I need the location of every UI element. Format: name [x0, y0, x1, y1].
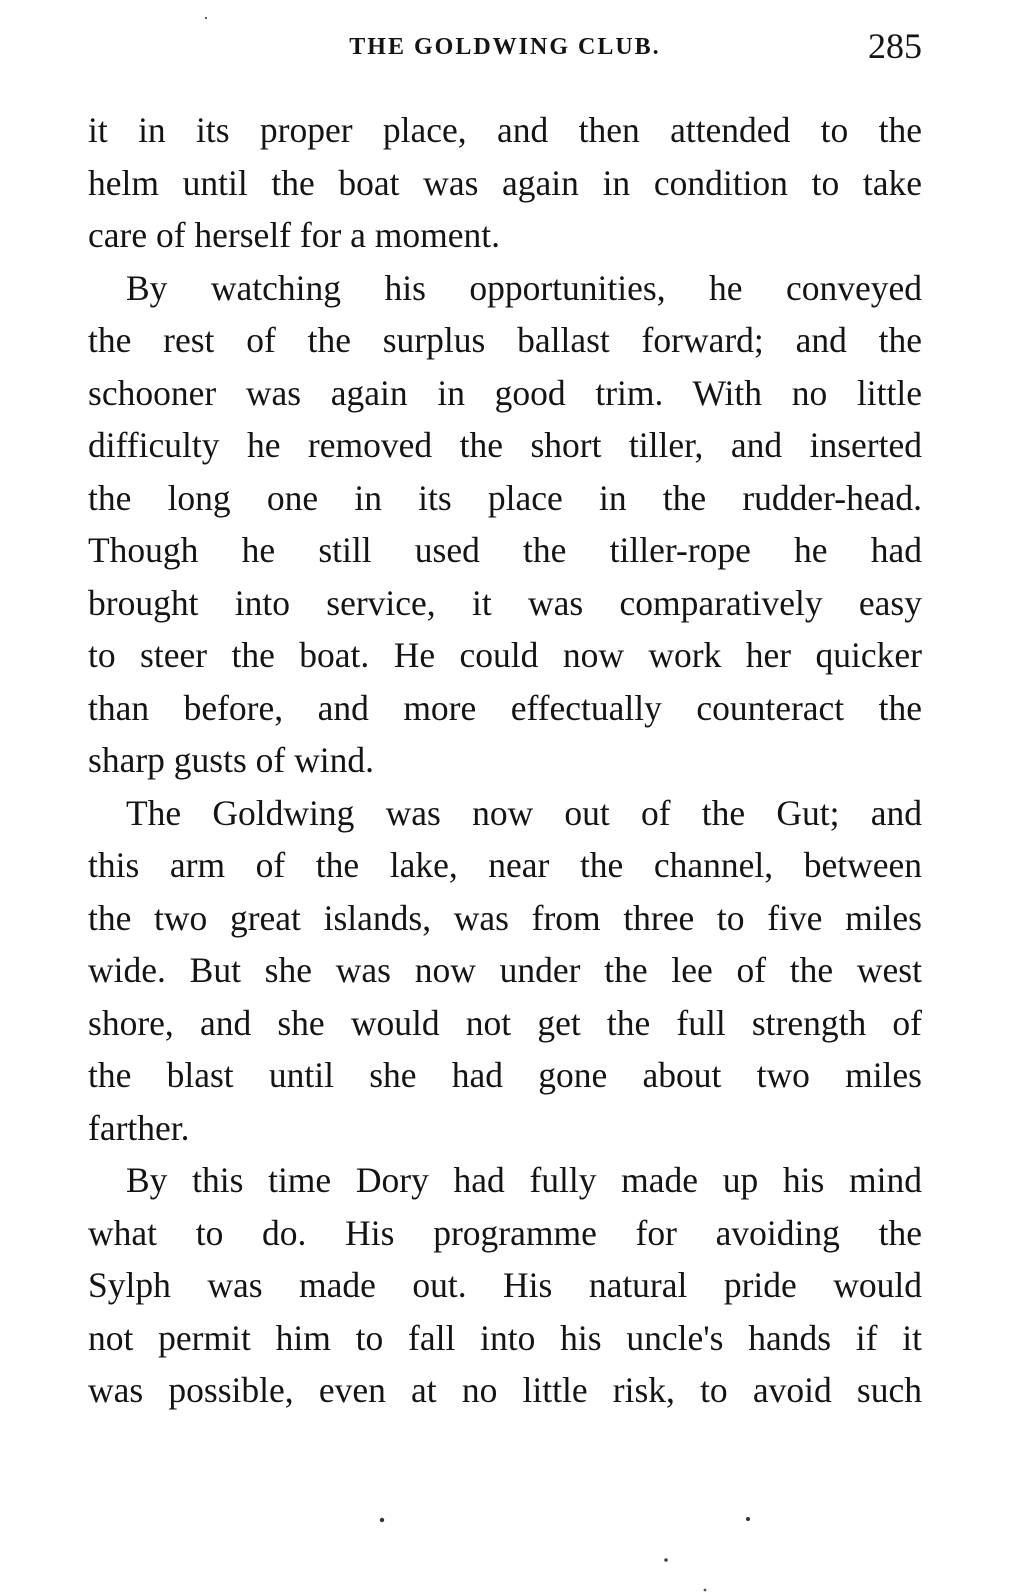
text-line: wide. But she was now under the lee of the west — [88, 950, 922, 990]
ink-speck — [746, 1517, 750, 1521]
text-line: the rest of the surplus ballast forward; and the — [88, 320, 922, 360]
text-line: Though he still used the tiller-rope he had — [88, 530, 922, 570]
text-line: this arm of the lake, near the channel, between — [88, 845, 922, 885]
text-line: what to do. His programme for avoiding the — [88, 1212, 922, 1253]
running-title: THE GOLDWING CLUB. — [349, 34, 661, 60]
text-line: sharp gusts of wind. — [88, 740, 374, 780]
text-line: difficulty he removed the short tiller, and inserted — [88, 425, 922, 465]
ink-speck — [380, 1518, 384, 1522]
text-line: schooner was again in good trim. With no little — [88, 372, 922, 413]
text-line: not permit him to fall into his uncle's hands if it — [88, 1317, 922, 1358]
ink-speck — [704, 1589, 707, 1592]
body-text — [88, 104, 922, 1424]
text-line: By watching his opportunities, he conveyed — [126, 267, 922, 308]
text-line: than before, and more effectually counteract the — [88, 687, 922, 728]
text-line: the blast until she had gone about two miles — [88, 1055, 922, 1095]
text-line: the two great islands, was from three to five miles — [88, 897, 922, 938]
text-line: was possible, even at no little risk, to avoid such — [88, 1370, 922, 1410]
text-line: farther. — [88, 1107, 190, 1148]
text-line: Sylph was made out. His natural pride would — [88, 1265, 922, 1305]
text-line: shore, and she would not get the full strength of — [88, 1002, 922, 1043]
running-head — [88, 26, 922, 70]
page-number: 285 — [868, 26, 922, 66]
text-line: it in its proper place, and then attended to the — [88, 110, 922, 150]
text-line: to steer the boat. He could now work her quicker — [88, 635, 922, 675]
text-line: the long one in its place in the rudder-head. — [88, 477, 922, 518]
text-line: care of herself for a moment. — [88, 215, 500, 255]
text-line: By this time Dory had fully made up his mind — [126, 1160, 922, 1200]
ink-speck — [205, 17, 207, 19]
ink-speck — [664, 1558, 668, 1562]
text-line: The Goldwing was now out of the Gut; and — [126, 792, 922, 833]
text-line: brought into service, it was comparatively easy — [88, 582, 922, 623]
text-line: helm until the boat was again in condition to take — [88, 162, 922, 203]
